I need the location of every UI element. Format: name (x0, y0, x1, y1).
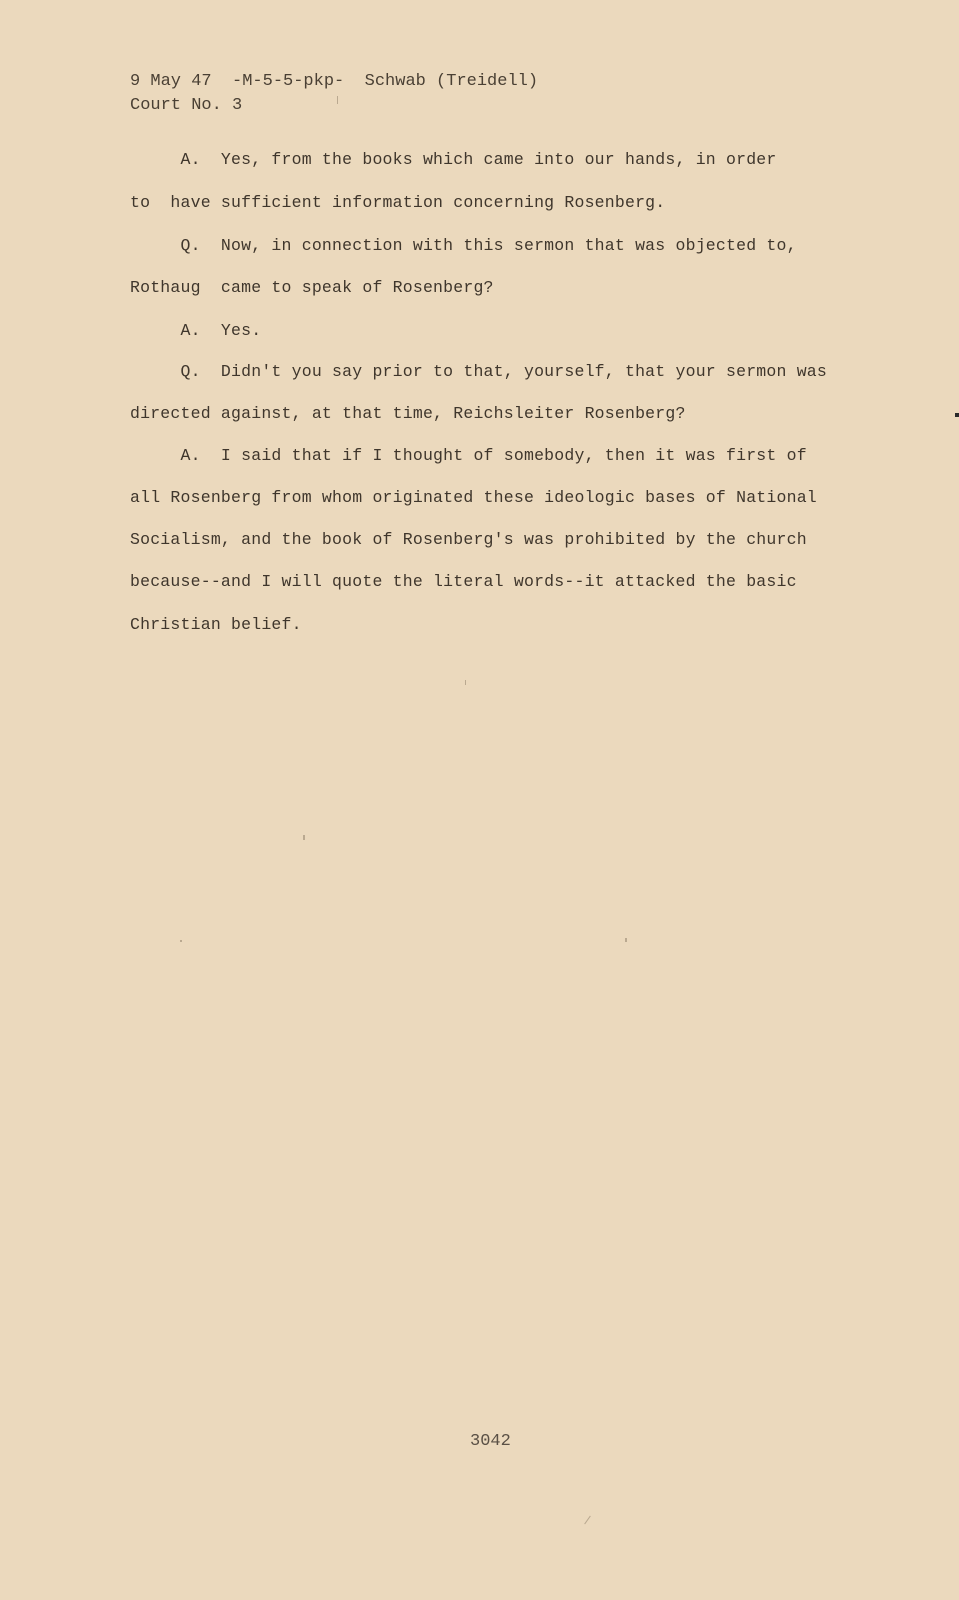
transcript-line: Rothaug came to speak of Rosenberg? (130, 278, 494, 297)
transcript-line: Christian belief. (130, 615, 302, 634)
transcript-line: to have sufficient information concerning Rosenberg. (130, 193, 666, 212)
transcript-line: A. Yes, from the books which came into our hands, in order (130, 150, 777, 169)
transcript-line: Q. Didn't you say prior to that, yourself, that your sermon was (130, 362, 828, 381)
header-date-line: 9 May 47 -M-5-5-pkp- Schwab (Treidell) (130, 72, 539, 91)
paper-speck (337, 96, 338, 104)
transcript-line: Q. Now, in connection with this sermon that was objected to, (130, 236, 797, 255)
paper-speck (584, 1516, 591, 1525)
paper-speck (180, 940, 182, 942)
header-court-line: Court No. 3 (130, 96, 243, 115)
paper-speck (625, 938, 627, 942)
paper-speck (303, 835, 305, 840)
transcript-line: Socialism, and the book of Rosenberg's was prohibited by the church (130, 530, 807, 549)
transcript-line: directed against, at that time, Reichsleiter Rosenberg? (130, 404, 686, 423)
page-number: 3042 (470, 1432, 511, 1451)
page-header (130, 70, 538, 118)
transcript-line: A. I said that if I thought of somebody, then it was first of (130, 446, 807, 465)
paper-speck (465, 680, 466, 685)
transcript-line: because--and I will quote the literal words--it attacked the basic (130, 572, 797, 591)
transcript-line: all Rosenberg from whom originated these ideologic bases of National (130, 488, 817, 507)
transcript-line: A. Yes. (130, 321, 262, 340)
scan-edge-mark (955, 413, 959, 417)
